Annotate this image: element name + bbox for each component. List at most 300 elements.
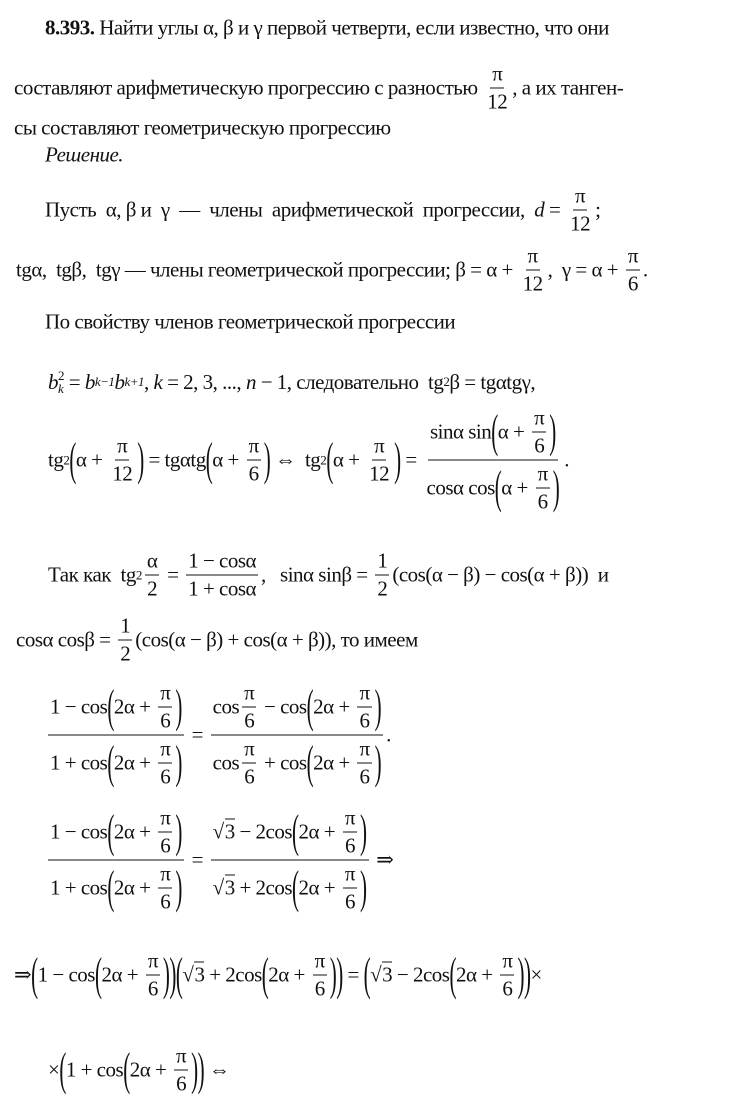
math-text: π <box>176 1043 187 1068</box>
parenthesized-group <box>123 1044 197 1097</box>
math-text: α + <box>501 475 533 500</box>
subscript: k <box>58 381 64 396</box>
math-text: 6 <box>537 489 548 514</box>
numerator <box>211 806 369 861</box>
numerator <box>357 737 371 764</box>
parenthesized-group <box>364 949 531 1002</box>
math-text: π <box>147 948 158 973</box>
math-text: π <box>160 861 171 886</box>
math-text: 2α + <box>313 694 355 719</box>
numerator <box>115 434 129 461</box>
numerator <box>186 549 258 576</box>
math-text: 6 <box>160 708 171 733</box>
math-text: 6 <box>359 764 370 789</box>
math-text: = tgαtg <box>143 447 206 472</box>
text-line <box>48 1044 229 1097</box>
numerator <box>375 549 389 576</box>
superscript: 2 <box>443 374 450 389</box>
math-text: . <box>642 257 648 282</box>
fraction <box>367 434 391 487</box>
right-paren: ) <box>517 947 524 1001</box>
right-paren: ) <box>137 432 144 486</box>
denominator <box>146 976 160 1002</box>
left-paren: ( <box>363 947 371 1001</box>
denominator <box>158 708 172 734</box>
math-text: 6 <box>176 1071 187 1096</box>
math-text: π <box>314 948 325 973</box>
math-text: π <box>344 861 355 886</box>
radical-sign: √ <box>370 962 382 987</box>
fraction <box>186 549 258 602</box>
parenthesized-group <box>491 406 555 459</box>
math-text: 2α + <box>113 875 156 900</box>
square-root <box>370 963 392 988</box>
denominator <box>367 461 391 487</box>
math-text: π <box>627 243 638 268</box>
math-text: 1 + cosα <box>188 576 257 601</box>
math-text: ⇔ <box>204 1057 230 1082</box>
radicand: 3 <box>194 962 205 987</box>
numerator <box>211 681 383 736</box>
denominator <box>211 861 369 915</box>
math-text: Найти углы α, β и γ первой четверти, если известно, что они <box>94 15 609 40</box>
subscript: k+1 <box>124 374 145 389</box>
text-line <box>45 143 123 168</box>
parenthesized-group <box>495 462 559 515</box>
left-paren: ( <box>205 432 213 486</box>
math-text: , sinα sinβ = <box>261 562 373 587</box>
math-text: cos <box>212 694 240 719</box>
right-paren: ) <box>197 1042 205 1096</box>
math-text: 6 <box>160 889 171 914</box>
parenthesized-group <box>107 862 181 915</box>
right-paren: ) <box>549 404 556 458</box>
math-variable: n <box>245 369 256 394</box>
denominator <box>375 576 389 602</box>
numerator <box>428 406 558 461</box>
math-text: 12 <box>570 211 591 236</box>
math-text: 6 <box>244 764 255 789</box>
math-text: = <box>342 962 364 987</box>
math-text: Пусть α, β и γ — члены арифметической прогрессии, <box>45 197 535 222</box>
math-text: (cos(α − β) − cos(α + β)) и <box>392 562 609 587</box>
superscript: 2 <box>135 567 142 582</box>
math-text: 1 − cos <box>50 694 108 719</box>
numerator <box>526 244 540 271</box>
parenthesized-group <box>95 949 169 1002</box>
subscript: k−1 <box>94 374 115 389</box>
math-text: × <box>530 962 542 987</box>
fraction <box>532 406 546 459</box>
math-text: π <box>534 405 545 430</box>
superscript: 2 <box>320 452 327 467</box>
radical-sign: √ <box>212 875 224 900</box>
math-text: π <box>244 736 255 761</box>
math-text: α + <box>332 447 365 472</box>
math-text: 6 <box>160 833 171 858</box>
math-text: cos <box>212 750 240 775</box>
numerator <box>500 949 514 976</box>
superscript: 2 <box>63 452 70 467</box>
left-paren: ( <box>306 679 314 733</box>
math-variable: b <box>84 369 95 394</box>
radical-sign: √ <box>182 962 194 987</box>
math-text: = <box>186 847 208 872</box>
math-text: = <box>162 562 184 587</box>
fraction <box>343 806 357 859</box>
math-text: ⇒ <box>371 847 394 872</box>
math-text: π <box>248 433 259 458</box>
math-text: ; <box>595 197 601 222</box>
denominator <box>211 736 383 790</box>
right-paren: ) <box>523 947 531 1001</box>
numerator <box>174 1044 188 1071</box>
math-text: 6 <box>244 708 255 733</box>
math-text: , а их танген- <box>512 75 624 100</box>
parenthesized-group <box>307 681 381 734</box>
math-text: π <box>502 948 513 973</box>
denominator <box>158 889 172 915</box>
problem-number: 8.393. <box>45 15 95 40</box>
math-text: По свойству членов геометрической прогрессии <box>45 309 456 334</box>
fraction <box>247 434 261 487</box>
math-text: Так как tg <box>48 562 136 587</box>
fraction <box>146 949 160 1002</box>
fraction <box>313 949 327 1002</box>
math-text: составляют арифметическую прогрессию с разностью <box>14 75 483 100</box>
left-paren: ( <box>292 804 299 858</box>
parenthesized-group <box>292 862 366 915</box>
fraction <box>357 681 371 734</box>
right-paren: ) <box>162 947 170 1001</box>
right-paren: ) <box>175 804 182 858</box>
parenthesized-group <box>262 949 336 1002</box>
numerator <box>48 681 184 736</box>
math-text: = <box>544 197 566 222</box>
math-text: α + <box>212 447 244 472</box>
math-text: β = tgαtgγ, <box>449 369 536 394</box>
math-text: 12 <box>522 271 543 296</box>
parenthesized-group <box>107 681 181 734</box>
math-text: 1 − cosα <box>188 548 257 573</box>
math-text: sinα sin <box>430 419 492 444</box>
math-text: . <box>564 447 569 472</box>
right-paren: ) <box>329 947 337 1001</box>
math-text: π <box>117 433 128 458</box>
denominator <box>174 1071 188 1097</box>
numerator <box>247 434 261 461</box>
text-line <box>14 949 542 1002</box>
math-text: 2α + <box>101 962 143 987</box>
fraction <box>158 862 172 915</box>
fraction <box>375 549 389 602</box>
math-text: 6 <box>534 433 545 458</box>
fraction <box>242 681 256 734</box>
text-line <box>16 244 648 297</box>
math-text: α <box>146 548 158 573</box>
fraction <box>158 681 172 734</box>
denominator <box>110 461 134 487</box>
math-text: + 2cos <box>204 962 262 987</box>
math-variable: k <box>153 369 163 394</box>
denominator <box>485 89 509 115</box>
numerator <box>146 949 160 976</box>
math-text: = <box>186 722 208 747</box>
denominator <box>343 833 357 859</box>
parenthesized-group <box>326 434 400 487</box>
fraction <box>357 737 371 790</box>
numerator <box>372 434 386 461</box>
fraction <box>485 62 509 115</box>
denominator <box>536 489 550 515</box>
numerator <box>343 806 357 833</box>
math-text: 1 − cos <box>50 819 108 844</box>
math-text: 2α + <box>298 875 340 900</box>
denominator <box>242 708 256 734</box>
fraction <box>242 737 256 790</box>
math-text: π <box>160 680 171 705</box>
fraction <box>211 681 383 790</box>
denominator <box>118 641 132 667</box>
denominator <box>247 461 261 487</box>
right-paren: ) <box>169 947 176 1001</box>
math-text: + cos <box>259 750 307 775</box>
text-line <box>45 16 609 41</box>
math-text: 6 <box>627 271 638 296</box>
parenthesized-group <box>107 806 181 859</box>
denominator <box>358 708 372 734</box>
left-paren: ( <box>306 735 314 789</box>
denominator <box>532 433 546 459</box>
parenthesized-group <box>176 949 343 1002</box>
radicand: 3 <box>382 962 393 987</box>
math-text: 6 <box>359 708 370 733</box>
left-paren: ( <box>69 432 76 486</box>
denominator <box>521 271 545 297</box>
numerator <box>490 62 504 89</box>
math-text: 2α + <box>313 750 355 775</box>
numerator <box>158 681 172 708</box>
denominator <box>158 764 172 790</box>
math-text: tg <box>48 447 64 472</box>
math-text: 2α + <box>129 1057 172 1082</box>
text-line <box>45 681 391 790</box>
math-text: cosα cosβ = <box>16 627 116 652</box>
left-paren: ( <box>326 432 333 486</box>
text-line <box>14 62 623 115</box>
math-text: π <box>160 805 171 830</box>
denominator <box>186 576 258 602</box>
math-text: = <box>64 369 85 394</box>
math-text: 6 <box>502 976 513 1001</box>
left-paren: ( <box>107 804 114 858</box>
parenthesized-group <box>307 737 381 790</box>
left-paren: ( <box>494 460 502 514</box>
fraction <box>343 862 357 915</box>
numerator <box>242 681 256 708</box>
parenthesized-group <box>449 949 523 1002</box>
math-text: − 1, следовательно tg <box>255 369 444 394</box>
math-text: 6 <box>248 461 259 486</box>
math-text: π <box>359 736 370 761</box>
numerator <box>626 244 640 271</box>
text-line <box>45 806 393 915</box>
denominator <box>145 576 159 602</box>
radicand: 3 <box>224 819 235 844</box>
math-text: 12 <box>369 461 390 486</box>
denominator <box>500 976 514 1002</box>
text-line <box>45 184 600 237</box>
fraction <box>174 1044 188 1097</box>
right-paren: ) <box>360 860 367 914</box>
math-text: = 2, 3, ..., <box>162 369 246 394</box>
numerator <box>48 806 184 861</box>
fraction <box>521 244 545 297</box>
parenthesized-group <box>206 434 270 487</box>
denominator <box>343 889 357 915</box>
parenthesized-group <box>69 434 143 487</box>
left-paren: ( <box>107 860 114 914</box>
right-paren: ) <box>360 804 367 858</box>
math-text: 1 <box>120 613 131 638</box>
numerator <box>118 614 132 641</box>
fraction <box>48 806 184 915</box>
fraction <box>110 434 134 487</box>
parenthesized-group <box>107 737 181 790</box>
fraction <box>425 406 562 515</box>
numerator <box>158 806 172 833</box>
denominator <box>626 271 640 297</box>
square-root <box>182 963 204 988</box>
left-paren: ( <box>59 1042 66 1096</box>
left-paren: ( <box>31 947 38 1001</box>
math-text: ⇔ tg <box>270 447 321 472</box>
fraction <box>568 184 592 237</box>
math-text: 2 <box>377 576 388 601</box>
math-text: 1 + cos <box>65 1057 124 1082</box>
numerator <box>313 949 327 976</box>
math-text: . <box>386 722 391 747</box>
fraction <box>626 244 640 297</box>
numerator <box>242 737 256 764</box>
math-text: π <box>537 461 548 486</box>
right-paren: ) <box>191 1042 198 1096</box>
math-text: + 2cos <box>234 875 293 900</box>
text-line <box>48 369 535 395</box>
solution-heading: Решение. <box>45 142 124 167</box>
text-line <box>16 614 418 667</box>
denominator <box>48 861 184 915</box>
math-text: 12 <box>487 89 508 114</box>
right-paren: ) <box>175 679 182 733</box>
right-paren: ) <box>336 947 343 1001</box>
numerator <box>343 862 357 889</box>
fraction <box>145 549 160 602</box>
math-text: π <box>359 680 370 705</box>
math-text: 2α + <box>455 962 498 987</box>
square-root <box>213 820 235 845</box>
math-variable: d <box>534 197 545 222</box>
math-text: α + <box>75 447 108 472</box>
math-variable: b <box>114 369 125 394</box>
left-paren: ( <box>123 1042 130 1096</box>
fraction <box>158 737 172 790</box>
radicand: 3 <box>224 875 235 900</box>
math-text: 1 + cos <box>50 750 108 775</box>
math-text: 1 − cos <box>37 962 95 987</box>
numerator <box>357 681 371 708</box>
right-paren: ) <box>552 460 560 514</box>
left-paren: ( <box>261 947 269 1001</box>
text-line <box>48 549 608 602</box>
fraction <box>118 614 132 667</box>
math-text: 6 <box>160 764 171 789</box>
math-text: 2 <box>147 576 158 601</box>
fraction <box>48 681 184 790</box>
parenthesized-group <box>292 806 366 859</box>
math-text: 2α + <box>268 962 310 987</box>
right-paren: ) <box>374 679 382 733</box>
denominator <box>242 764 256 790</box>
left-paren: ( <box>107 679 114 733</box>
math-text: = <box>400 447 422 472</box>
left-paren: ( <box>449 947 456 1001</box>
math-variable: b <box>48 369 58 394</box>
right-paren: ) <box>394 432 401 486</box>
numerator <box>145 549 160 576</box>
math-text: 6 <box>314 976 325 1001</box>
math-text: 2α + <box>298 819 340 844</box>
math-text: π <box>244 680 255 705</box>
math-text: ⇒ <box>14 962 32 987</box>
text-line <box>48 406 569 515</box>
denominator <box>158 833 172 859</box>
superscript: 2 <box>58 367 65 383</box>
right-paren: ) <box>175 860 182 914</box>
denominator <box>425 461 562 515</box>
math-text: , γ = α + <box>547 257 623 282</box>
left-paren: ( <box>292 860 299 914</box>
fraction <box>211 806 369 915</box>
math-text: cosα cos <box>426 475 495 500</box>
math-text: π <box>492 61 503 86</box>
radical-sign: √ <box>212 819 224 844</box>
numerator <box>536 462 550 489</box>
math-text: (cos(α − β) + cos(α + β)), то имеем <box>135 627 418 652</box>
math-text: 6 <box>344 889 355 914</box>
square-root <box>213 876 235 901</box>
math-text: π <box>374 433 385 458</box>
left-paren: ( <box>94 947 102 1001</box>
numerator <box>532 406 546 433</box>
math-text: π <box>527 243 538 268</box>
denominator <box>568 211 592 237</box>
math-text: 2 <box>120 641 131 666</box>
math-text: 1 <box>377 548 388 573</box>
math-text: , <box>144 369 154 394</box>
text-line <box>45 310 455 335</box>
left-paren: ( <box>491 404 498 458</box>
math-text: π <box>344 805 355 830</box>
denominator <box>48 736 184 790</box>
fraction <box>536 462 550 515</box>
fraction <box>500 949 514 1002</box>
math-text: × <box>48 1057 60 1082</box>
denominator <box>358 764 372 790</box>
text-line <box>14 116 391 141</box>
fraction <box>158 806 172 859</box>
numerator <box>573 184 587 211</box>
